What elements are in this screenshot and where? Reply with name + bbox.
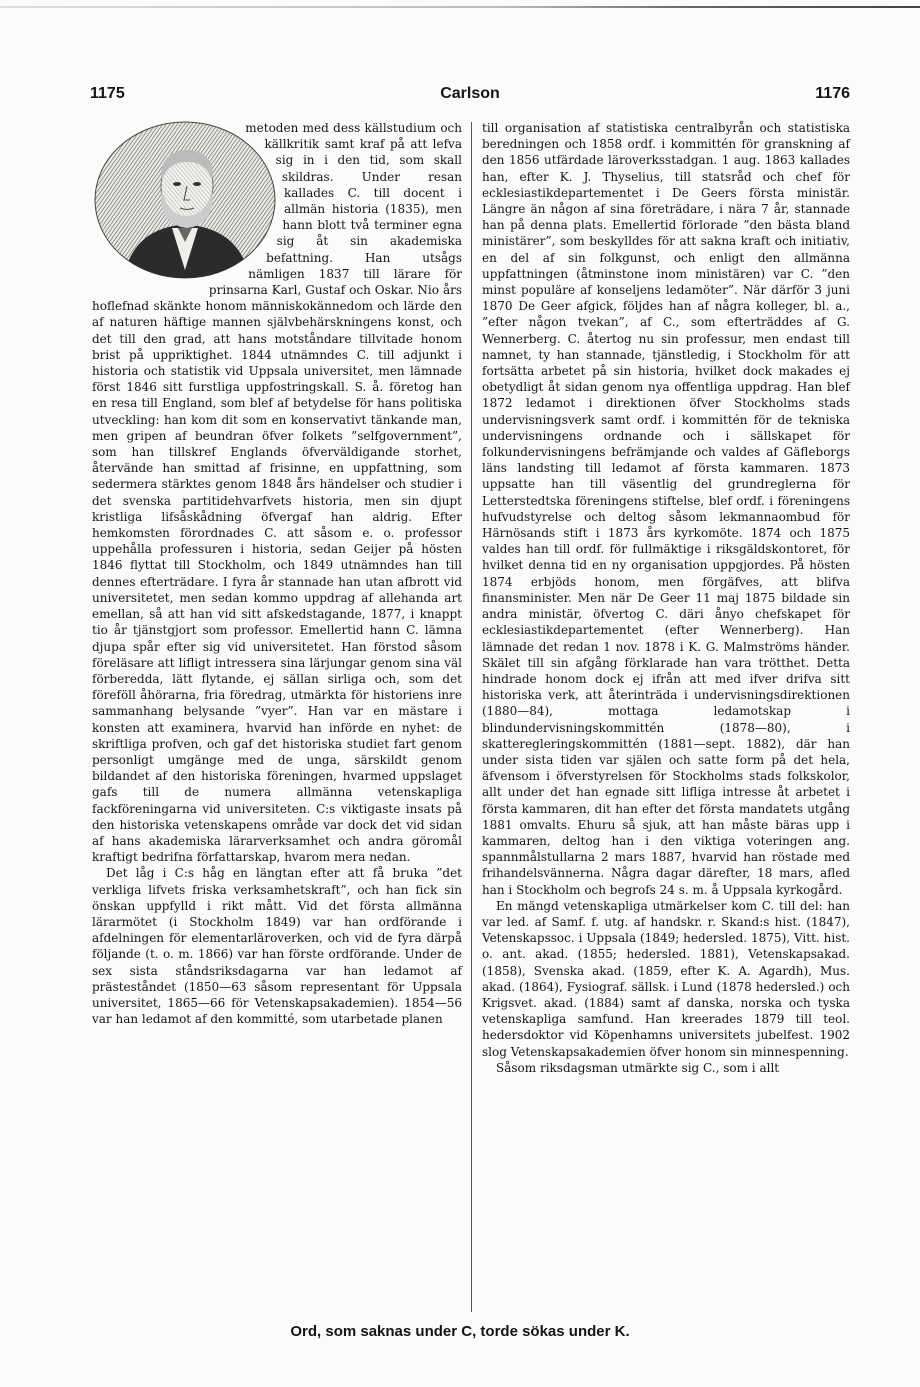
right-paragraph-3: Såsom riksdagsman utmärkte sig C., som i allt	[496, 1060, 780, 1075]
right-paragraph-1: till organisation af statistiska centralbyrån och statistiska beredningen och 1858 ordf. i kommittén för granskning af den 1856 utfärdade läroverksstadgan. 1 aug. 1863 kallades han, efter K. J. Thyselius, till statsråd och chef för ecklesiastikdepartementet i De Geers första ministär. Längre än någon af sina företrädare, i nära 7 år, stannade han på denna plats. Emellertid förlorade ”den bästa bland ministärer”, som beskylldes för att sakna kraft och initiativ, en del af sin folkgunst, och enligt den allmänna uppfattningen (åtminstone inom ministären) var C. ”den minst populäre af konseljens ledamöter”. När därför 3 juni 1870 De Geer afgick, följdes han af några kolleger, bl. a., ”efter någon tvekan”, af C., som efterträddes af G. Wennerberg. C. återtog nu sin professur, men endast till namnet, ty han stannade, tjänstledig, i Stockholm för att fortsätta arbetet på sin historia, hvilket dock makades ej obetydligt åt sidan genom nya offentliga uppdrag. Han blef 1872 ledamot i direktionen öfver Stockholms stads undervisningsverk samt ordf. i kommittén för de tekniska undervisningens ordnande och i sällskapet för folkundervisningens befrämjande och valdes af Gäfleborgs läns landsting till ledamot af första kammaren. 1873 uppsatte han till väsentlig del grundreglerna för Letterstedtska föreningens stiftelse, blef ordf. i föreningens hufvudstyrelse och deltog såsom lekmannaombud för Härnösands stift i 1873 års kyrkomöte. 1874 och 1875 valdes han till ordf. för fullmäktige i riksgäldskontoret, för hvilket denna tid en ny organisation uppgjordes. På hösten 1874 erbjöds honom, men förgäfves, att blifva finansminister. Men när De Geer 11 maj 1875 bildade sin andra ministär, öfvertog C. däri ånyo chefskapet för ecklesiastikdepartementet (efter Wennerberg). Han lämnade det redan 1 nov. 1878 i K. G. Malmströms händer. Skälet till sin afgång förklarade han vara trötthet. Detta hindrade honom dock ej ifrån att med ifver drifva sitt historiska verk, att återinträda i undervisningsdirektionen (1880—84), mottaga ledamotskap i blindundervisningskommittén (1878—80), i skatteregleringskommittén (1881—sept. 1882), där han under sista tiden var själen och satte form på det hela, äfvensom i öfverstyrelsen för Stockholms stads folkskolor, allt under det han egnade sitt lifliga intresse åt arbetet i första kammaren, dit han efter det första mandatets utgång 1881 omvalts. Ehuru så sjuk, att han måste bäras upp i kammaren, deltog han i den viktiga voteringen ang. spannmålstullarna 2 mars 1887, hvarvid han röstade med frihandelsvännerna. Några dagar därefter, 18 mars, afled han i Stockholm och begrofs 24 s. m. å Uppsala kyrkogård.	[482, 121, 850, 897]
page-header	[90, 85, 850, 109]
left-paragraph-2: Det låg i C:s håg en längtan efter att få bruka ”det verkliga lifvets friska verksamhetskraft”, och han fick sin önskan uppfylld i rikt mått. Vid det första allmänna lärarmötet (i Stockholm 1849) var han ordförande i afdelningen för elementarläroverken, och vid de fyra därpå följande (t. o. m. 1866) var han förste ordförande. Under de sex sista ståndsriksdagarna var han ledamot af prästeståndet (1850—63 såsom representant för Uppsala universitet, 1865—66 för Vetenskapsakademien). 1854—56 var han ledamot af den kommitté, som utarbetade planen	[92, 866, 462, 1027]
page-number-left: 1175	[90, 85, 125, 102]
left-column	[92, 120, 462, 1027]
column-divider	[471, 122, 472, 1312]
left-paragraph-1: metoden med dess källstudium och källkritik samt kraf på att lefva sig in i den tid, som skall skildras. Under resan kallades C. till docent i allmän historia (1835), men hann blott två terminer egna sig åt sin akademiska befattning. Han utsågs nämligen 1837 till lärare för prinsarna Karl, Gustaf och Oskar. Nio års hoflefnad skänkte honom människokännedom och lärde den af naturen häftige mannen självbehärskningens konst, och det till den grad, att hans motståndare tillvitade honom brist på uppriktighet. 1844 utnämndes C. till adjunkt i historia och statistik vid Uppsala universitet, men lämnade först 1846 sitt furstliga uppfostringskall. S. å. företog han en resa till England, som blef af betydelse för hans politiska utveckling: han kom dit som en konservativt tänkande man, men gripen af beundran öfver folkets ”selfgovernment”, som han tillskref Englands öfverväldigande storhet, återvände han smittad af frisinne, en uppfattning, som sedermera stärktes genom 1848 års händelser och studier i det svenska partitidehvarfvets historia, men sin djupt kristliga lifsåskådning öfvergaf han aldrig. Efter hemkomsten förordnades C. att såsom e. o. professor uppehålla professuren i historia, sedan Geijer på hösten 1846 flyttat till Stockholm, och 1849 utnämndes han till dennes efterträdare. I fyra år stannade han utan afbrott vid universitetet, men sedan kommo uppdrag af allehanda art emellan, så att han vid sitt afskedstagande, 1877, i knappt tio år tjänstgjort som professor. Emellertid hann C. lämna djupa spår efter sig vid universitetet. Han förstod såsom föreläsare att lifligt intressera sina lärjungar genom sina väl förberedda, lätt flytande, ej sällan sirliga och, som det föreföll åhörarna, fria föredrag, utmärkta för historiens inre sammanhang belysande ”vyer”. Han var en mästare i konsten att examinera, hvarvid han införde en nyhet: de skriftliga profven, och gaf det historiska studiet fart genom personligt umgänge med de unga, särskildt genom bildandet af den historiska föreningen, hvarmed uppslaget gafs till de numera allmänna vetenskapliga fackföreningarna vid universiteten. C:s viktigaste insats på den historiska vetenskapens område var dock det vid sidan af hans akademiska lärarverksamhet och andra göromål kraftigt bedrifna författarskap, hvarom mera nedan.	[92, 121, 462, 865]
footer-note: Ord, som saknas under C, torde sökas under K.	[290, 1323, 630, 1340]
portrait-engraving	[92, 120, 278, 280]
right-paragraph-2: En mängd vetenskapliga utmärkelser kom C. till del: han var led. af Samf. f. utg. af handskr. r. Skand:s hist. (1847), Vetenskapssoc. i Uppsala (1849; hedersled. 1875), Vitt. hist. o. ant. akad. (1855; hedersled. 1881), Vetenskapsakad. (1858), Svenska akad. (1859, efter K. A. Agardh), Mus. akad. (1864), Fysiograf. sällsk. i Lund (1878 hedersled.) och Krigsvet. akad. (1884) samt af danska, norska och tyska vetenskapliga samfund. Han kreerades 1879 till teol. hedersdoktor vid Köpenhamns universitets jubelfest. 1902 slog Vetenskapsakademien öfver honom sin minnespenning.	[482, 898, 850, 1059]
portrait-image	[92, 120, 278, 280]
top-scan-rule	[0, 6, 920, 8]
running-title: Carlson	[440, 85, 500, 102]
page-number-right: 1176	[815, 85, 850, 102]
right-column	[482, 120, 850, 1076]
